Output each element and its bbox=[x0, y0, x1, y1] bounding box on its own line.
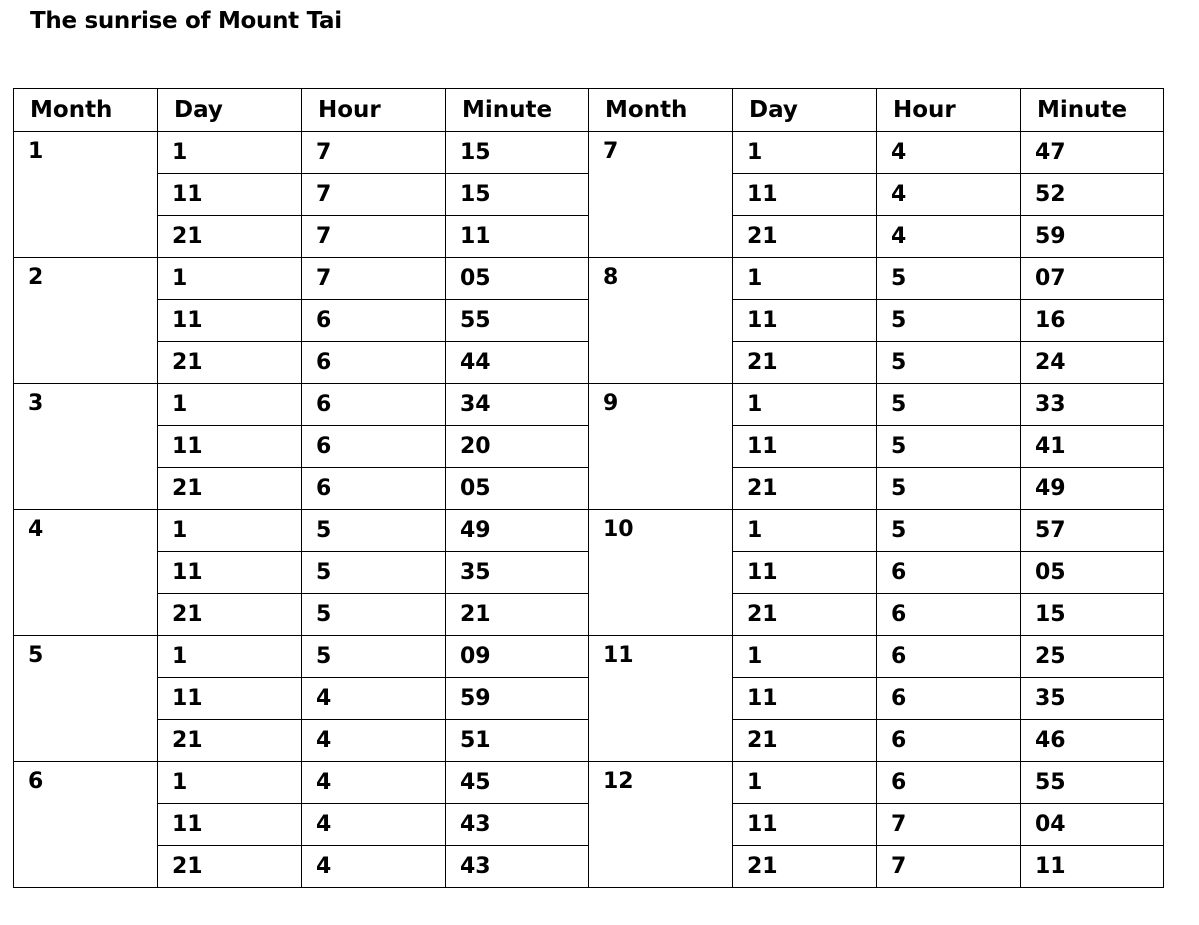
table-row bbox=[14, 636, 1164, 678]
minute-cell: 34 bbox=[446, 384, 589, 426]
month-cell: 2 bbox=[14, 258, 158, 384]
hour-cell: 6 bbox=[877, 678, 1021, 720]
hour-cell: 4 bbox=[877, 174, 1021, 216]
hour-cell: 6 bbox=[877, 636, 1021, 678]
hour-cell: 7 bbox=[877, 804, 1021, 846]
day-cell: 1 bbox=[158, 132, 302, 174]
hour-cell: 7 bbox=[302, 216, 446, 258]
day-cell: 1 bbox=[158, 258, 302, 300]
table-row bbox=[14, 132, 1164, 174]
minute-cell: 16 bbox=[1021, 300, 1164, 342]
minute-cell: 45 bbox=[446, 762, 589, 804]
hour-cell: 5 bbox=[877, 468, 1021, 510]
day-cell: 1 bbox=[733, 384, 877, 426]
month-cell: 11 bbox=[589, 636, 733, 762]
minute-cell: 11 bbox=[446, 216, 589, 258]
table-row bbox=[14, 762, 1164, 804]
day-cell: 11 bbox=[733, 174, 877, 216]
hour-cell: 5 bbox=[877, 426, 1021, 468]
day-cell: 21 bbox=[158, 720, 302, 762]
minute-cell: 15 bbox=[1021, 594, 1164, 636]
hour-cell: 7 bbox=[302, 258, 446, 300]
header-day-right: Day bbox=[733, 89, 877, 132]
month-cell: 3 bbox=[14, 384, 158, 510]
minute-cell: 59 bbox=[1021, 216, 1164, 258]
minute-cell: 51 bbox=[446, 720, 589, 762]
document-title: The sunrise of Mount Tai bbox=[30, 8, 342, 34]
hour-cell: 6 bbox=[302, 468, 446, 510]
hour-cell: 7 bbox=[302, 174, 446, 216]
hour-cell: 6 bbox=[302, 300, 446, 342]
day-cell: 21 bbox=[733, 216, 877, 258]
day-cell: 11 bbox=[733, 678, 877, 720]
hour-cell: 6 bbox=[302, 342, 446, 384]
day-cell: 21 bbox=[733, 720, 877, 762]
minute-cell: 05 bbox=[1021, 552, 1164, 594]
month-cell: 12 bbox=[589, 762, 733, 888]
day-cell: 11 bbox=[158, 552, 302, 594]
hour-cell: 7 bbox=[302, 132, 446, 174]
hour-cell: 4 bbox=[877, 216, 1021, 258]
day-cell: 11 bbox=[158, 174, 302, 216]
hour-cell: 6 bbox=[877, 552, 1021, 594]
day-cell: 1 bbox=[733, 762, 877, 804]
minute-cell: 20 bbox=[446, 426, 589, 468]
hour-cell: 7 bbox=[877, 846, 1021, 888]
minute-cell: 49 bbox=[1021, 468, 1164, 510]
minute-cell: 49 bbox=[446, 510, 589, 552]
day-cell: 1 bbox=[158, 762, 302, 804]
day-cell: 11 bbox=[733, 804, 877, 846]
hour-cell: 4 bbox=[302, 720, 446, 762]
day-cell: 1 bbox=[733, 258, 877, 300]
hour-cell: 4 bbox=[877, 132, 1021, 174]
hour-cell: 5 bbox=[302, 636, 446, 678]
header-row bbox=[14, 89, 1164, 132]
table-row bbox=[14, 384, 1164, 426]
minute-cell: 43 bbox=[446, 804, 589, 846]
month-cell: 4 bbox=[14, 510, 158, 636]
day-cell: 11 bbox=[733, 300, 877, 342]
header-hour-right: Hour bbox=[877, 89, 1021, 132]
hour-cell: 5 bbox=[877, 300, 1021, 342]
month-cell: 10 bbox=[589, 510, 733, 636]
month-cell: 9 bbox=[589, 384, 733, 510]
hour-cell: 5 bbox=[302, 510, 446, 552]
hour-cell: 6 bbox=[877, 594, 1021, 636]
minute-cell: 55 bbox=[446, 300, 589, 342]
day-cell: 11 bbox=[158, 426, 302, 468]
day-cell: 11 bbox=[158, 678, 302, 720]
minute-cell: 35 bbox=[1021, 678, 1164, 720]
hour-cell: 5 bbox=[877, 510, 1021, 552]
day-cell: 1 bbox=[733, 636, 877, 678]
day-cell: 21 bbox=[158, 468, 302, 510]
hour-cell: 5 bbox=[877, 258, 1021, 300]
header-hour-left: Hour bbox=[302, 89, 446, 132]
day-cell: 11 bbox=[733, 426, 877, 468]
minute-cell: 41 bbox=[1021, 426, 1164, 468]
minute-cell: 47 bbox=[1021, 132, 1164, 174]
minute-cell: 11 bbox=[1021, 846, 1164, 888]
table-body bbox=[14, 132, 1164, 888]
minute-cell: 55 bbox=[1021, 762, 1164, 804]
minute-cell: 21 bbox=[446, 594, 589, 636]
day-cell: 11 bbox=[733, 552, 877, 594]
minute-cell: 15 bbox=[446, 132, 589, 174]
hour-cell: 5 bbox=[877, 342, 1021, 384]
day-cell: 1 bbox=[733, 510, 877, 552]
table-row bbox=[14, 258, 1164, 300]
hour-cell: 5 bbox=[302, 552, 446, 594]
day-cell: 21 bbox=[733, 342, 877, 384]
minute-cell: 25 bbox=[1021, 636, 1164, 678]
minute-cell: 57 bbox=[1021, 510, 1164, 552]
month-cell: 8 bbox=[589, 258, 733, 384]
minute-cell: 05 bbox=[446, 468, 589, 510]
hour-cell: 4 bbox=[302, 762, 446, 804]
day-cell: 21 bbox=[158, 342, 302, 384]
minute-cell: 46 bbox=[1021, 720, 1164, 762]
minute-cell: 07 bbox=[1021, 258, 1164, 300]
day-cell: 11 bbox=[158, 804, 302, 846]
month-cell: 5 bbox=[14, 636, 158, 762]
day-cell: 1 bbox=[158, 510, 302, 552]
header-day-left: Day bbox=[158, 89, 302, 132]
hour-cell: 4 bbox=[302, 678, 446, 720]
table-row bbox=[14, 510, 1164, 552]
day-cell: 11 bbox=[158, 300, 302, 342]
hour-cell: 6 bbox=[302, 426, 446, 468]
month-cell: 1 bbox=[14, 132, 158, 258]
day-cell: 1 bbox=[733, 132, 877, 174]
header-minute-left: Minute bbox=[446, 89, 589, 132]
day-cell: 21 bbox=[733, 846, 877, 888]
minute-cell: 33 bbox=[1021, 384, 1164, 426]
day-cell: 21 bbox=[158, 216, 302, 258]
day-cell: 21 bbox=[158, 594, 302, 636]
hour-cell: 5 bbox=[877, 384, 1021, 426]
day-cell: 21 bbox=[733, 594, 877, 636]
month-cell: 6 bbox=[14, 762, 158, 888]
day-cell: 21 bbox=[733, 468, 877, 510]
hour-cell: 5 bbox=[302, 594, 446, 636]
hour-cell: 6 bbox=[877, 720, 1021, 762]
header-month-right: Month bbox=[589, 89, 733, 132]
hour-cell: 6 bbox=[302, 384, 446, 426]
minute-cell: 59 bbox=[446, 678, 589, 720]
sunrise-table bbox=[13, 88, 1164, 888]
minute-cell: 24 bbox=[1021, 342, 1164, 384]
day-cell: 21 bbox=[158, 846, 302, 888]
minute-cell: 44 bbox=[446, 342, 589, 384]
month-cell: 7 bbox=[589, 132, 733, 258]
minute-cell: 43 bbox=[446, 846, 589, 888]
hour-cell: 4 bbox=[302, 846, 446, 888]
minute-cell: 05 bbox=[446, 258, 589, 300]
hour-cell: 4 bbox=[302, 804, 446, 846]
header-month-left: Month bbox=[14, 89, 158, 132]
minute-cell: 35 bbox=[446, 552, 589, 594]
minute-cell: 52 bbox=[1021, 174, 1164, 216]
minute-cell: 15 bbox=[446, 174, 589, 216]
header-minute-right: Minute bbox=[1021, 89, 1164, 132]
minute-cell: 09 bbox=[446, 636, 589, 678]
day-cell: 1 bbox=[158, 384, 302, 426]
day-cell: 1 bbox=[158, 636, 302, 678]
minute-cell: 04 bbox=[1021, 804, 1164, 846]
hour-cell: 6 bbox=[877, 762, 1021, 804]
